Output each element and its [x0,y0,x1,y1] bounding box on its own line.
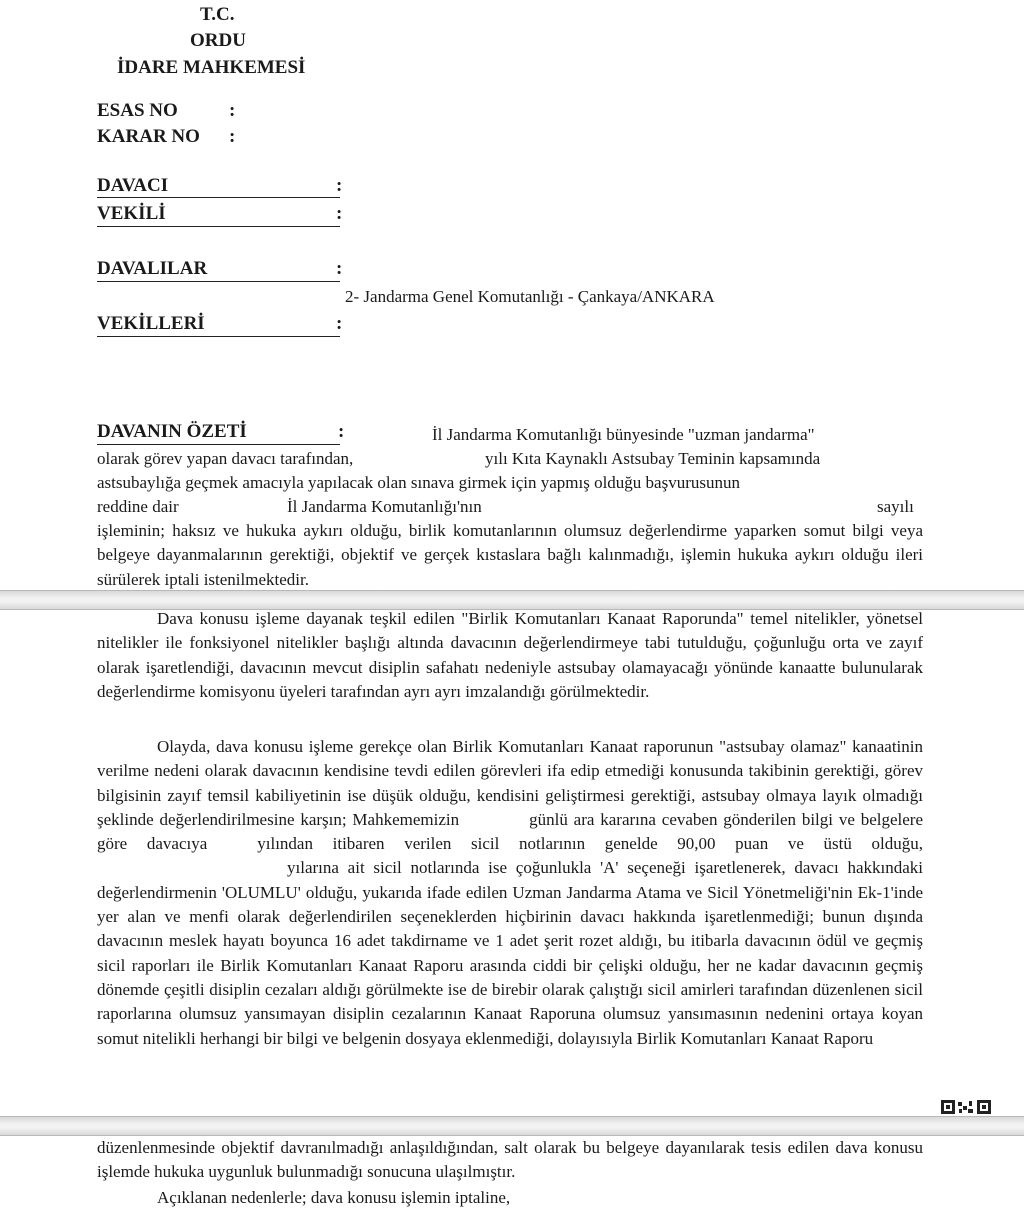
davaci-label: DAVACI [97,175,169,196]
davalilar-colon: : [336,258,343,279]
summary-paragraph-rest: işleminin; haksız ve hukuka aykırı olduğu, birlik komutanlarının olumsuz değerlendirme yaparken somut bilgi veya belgeye dayanmalarının gerektiği, objektif ve gerçek kıstaslara bağlı kalınmadığı, işlemin hukuka aykırı olduğu ileri sürülerek iptali istenilmektedir. [97,521,923,589]
header-city: ORDU [190,30,246,51]
vekili-colon: : [336,203,343,224]
paragraph-3 [97,735,923,1051]
summary-line-4b: İl Jandarma Komutanlığı'nın [287,497,482,516]
summary-line-3: astsubaylığa geçmek amacıyla yapılacak olan sınava girmek için yapmış olduğu başvurusunun [97,473,740,492]
vekilleri-underline [97,336,340,337]
davaci-colon: : [336,175,343,196]
page-break-2 [0,1116,1024,1136]
summary-label: DAVANIN ÖZETİ [97,421,247,442]
vekilleri-colon: : [336,313,343,334]
vekili-label: VEKİLİ [97,203,166,224]
summary-line-2b: yılı Kıta Kaynaklı Astsubay Teminin kapsamında [485,449,821,468]
davaci-underline [97,197,340,198]
paragraph-5: Açıklanan nedenlerle; dava konusu işlemin iptaline, [157,1188,511,1207]
summary-colon: : [338,421,345,442]
vekili-underline [97,226,340,227]
esas-no-label: ESAS NO [97,100,178,121]
summary-line-1: İl Jandarma Komutanlığı bünyesinde "uzman jandarma" [432,425,815,444]
vekilleri-label: VEKİLLERİ [97,313,205,334]
header-court: İDARE MAHKEMESİ [117,57,306,78]
davalilar-item-2: 2- Jandarma Genel Komutanlığı - Çankaya/ANKARA [345,287,715,306]
summary-underline [97,444,340,445]
esas-no-colon: : [229,100,236,121]
paragraph-3-part-c: yılından itibaren verilen sicil notlarının genelde 90,00 puan ve üstü olduğu, [257,834,923,854]
paragraph-3-part-d: yılarına ait sicil notlarında ise çoğunlukla 'A' seçeneği işaretlenerek, davacı hakkındaki değerlendirmenin 'OLUMLU' olduğu, yukarıda ifade edilen Uzman Jandarma Atama ve Sicil Yönetmeliği'nin Ek-1'inde yer alan ve menfi olarak değerlendirilen seçeneklerden hiçbirinin davacı hakkında işaretlenmediği; bunun dışında davacının meslek hayatı boyunca 16 adet takdirname ve 1 adet şerit rozet aldığı, bu itibarla davacının ödül ve geçmiş sicil raporları ile Birlik Komutanları Kanaat Raporu arasında ciddi bir çelişki olduğu, her ne kadar davacının geçmiş dönemde çeşitli disiplin cezaları aldığı görülmekte ise de birebir olarak çalıştığı sicil amirleri tarafından düzenlenen sicil raporlarına olumsuz yansımayan disiplin cezalarının Kanaat Raporuna olumsuz yansımasının nedenini ortaya koyan somut nitelikli herhangi bir bilgi ve belgenin dosyaya eklenmediği, dolayısıyla Birlik Komutanları Kanaat Raporu [97,858,923,1048]
summary-line-4a: reddine dair [97,497,179,516]
karar-no-label: KARAR NO [97,126,200,147]
summary-line-2a: olarak görev yapan davacı tarafından, [97,449,354,468]
davalilar-underline [97,281,340,282]
paragraph-3-part-b: günlü ara kararına cevaben gönderilen bilgi ve belgelere göre davacıya [97,809,923,854]
qr-code-icon [941,1100,991,1114]
paragraph-4: düzenlenmesinde objektif davranılmadığı anlaşıldığından, salt olarak bu belgeye dayanılarak tesis edilen dava konusu işlemde hukuka uygunluk bulunmadığı sonucuna ulaşılmıştır. [97,1138,923,1182]
header-tc: T.C. [200,4,235,25]
davalilar-label: DAVALILAR [97,258,208,279]
paragraph-2: Dava konusu işleme dayanak teşkil edilen "Birlik Komutanları Kanaat Raporunda" temel nitelikler, yönetsel nitelikler ile fonksiyonel nitelikler başlığı altında davacının değerlendirmeye tabi tutulduğu, çoğunluğu orta ve zayıf olarak işaretlendiği, davacının mevcut disiplin safahatı nedeniyle astsubay olamayacağı yönünde kanaatte bulunularak değerlendirme komisyonu üyeleri tarafından ayrı ayrı imzalandığı görülmektedir. [97,609,923,701]
paragraph-3-part-a: Olayda, dava konusu işleme gerekçe olan Birlik Komutanları Kanaat raporunun "astsubay olamaz" kanaatinin verilme nedeni olarak davacının kendisine tevdi edilen görevleri ifa edip etmediği konusunda takibinin gerektiği, görev bilgisinin zayıf temsil kabiliyetinin ise düşük olduğu, kendisini geliştirmesi gerektiği, astsubay olmaya layık olmadığı şeklinde değerlendirilmesine karşın; Mahkememizin [97,737,923,829]
karar-no-colon: : [229,126,236,147]
summary-line-4c: sayılı [877,497,914,516]
